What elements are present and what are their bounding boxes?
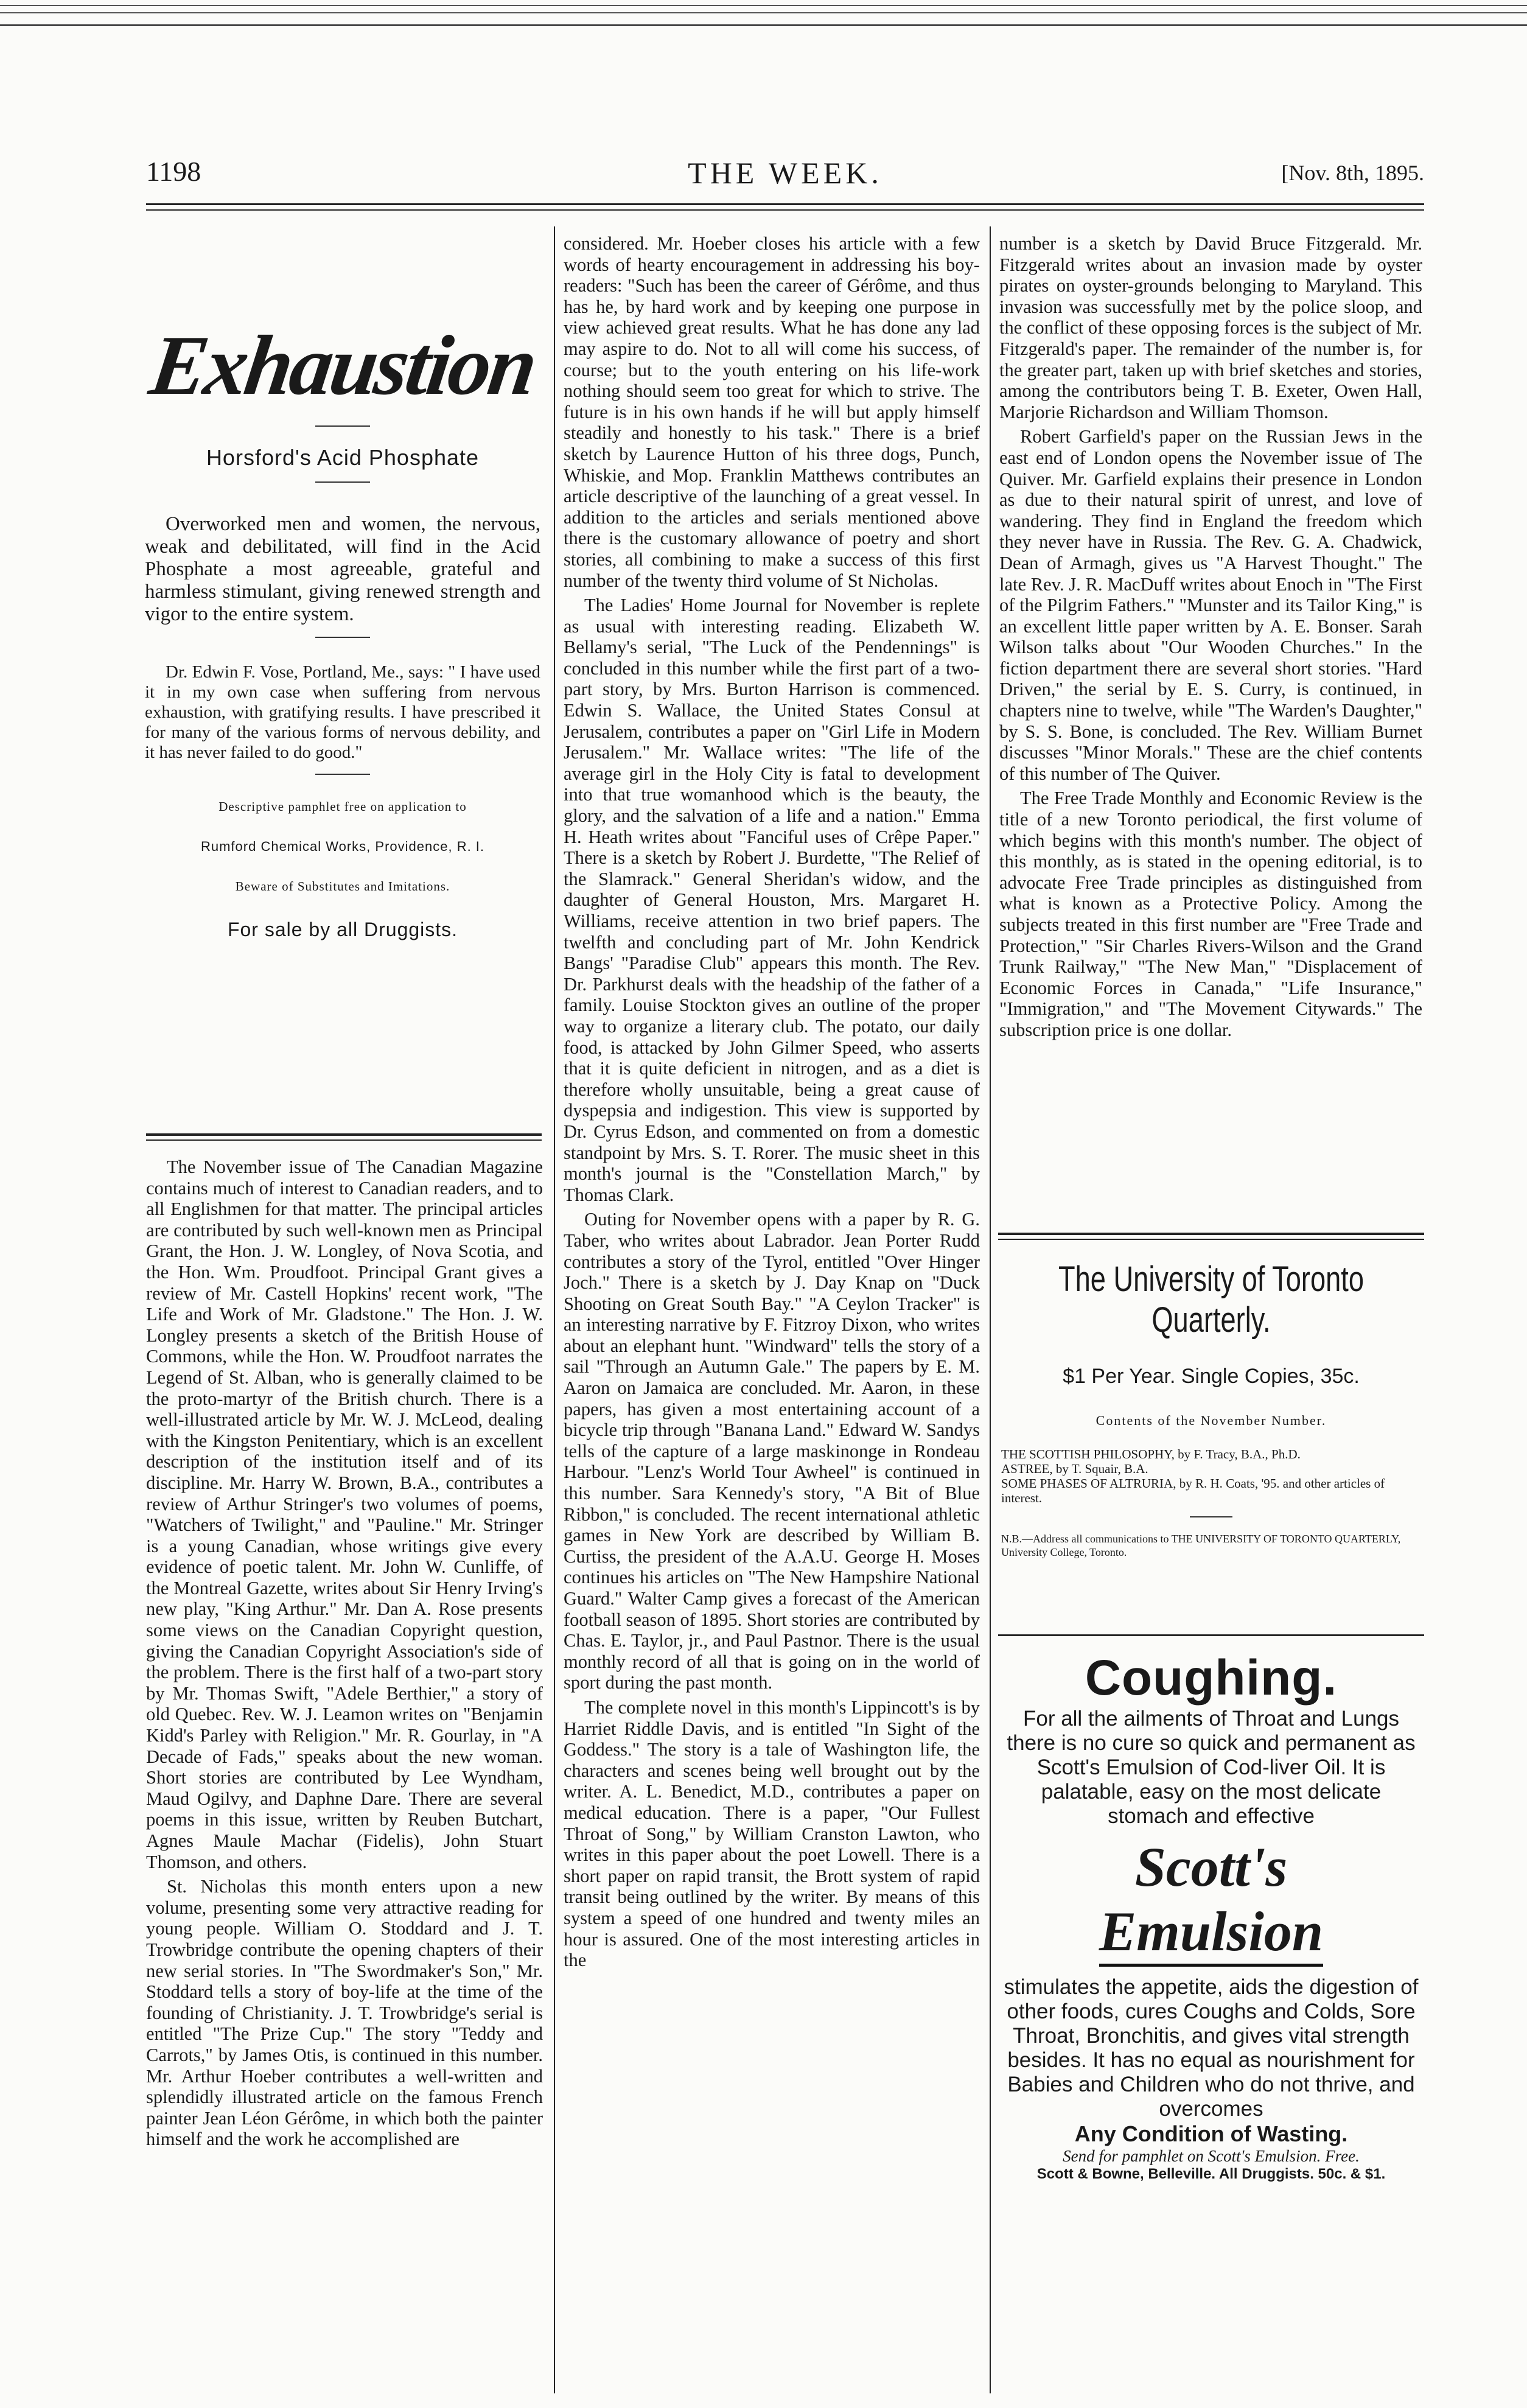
header-rule-2 bbox=[146, 209, 1424, 211]
ad-bottom-rule bbox=[146, 1133, 542, 1136]
ad-body: For all the ailments of Throat and Lungs there is no cure so quick and permanent as Scott's Emulsion of Cod-liver Oil. It is palatable, easy on the most delicate stomach and effective bbox=[1007, 1707, 1416, 1828]
newspaper-title: THE WEEK. bbox=[688, 156, 882, 190]
testimonial: Dr. Edwin F. Vose, Portland, Me., says: " I have used it in my own case when suffering from nervous exhaustion, with gratifying results. I have prescribed it for many of the various forms of nervous debility, and it has never failed to do good." bbox=[145, 662, 540, 762]
column-2-text bbox=[564, 233, 980, 1975]
brand-name: Scott's bbox=[1134, 1836, 1288, 1898]
maker-line: Rumford Chemical Works, Providence, R. I. bbox=[200, 839, 485, 854]
sale-line: For sale by all Druggists. bbox=[227, 919, 458, 940]
product-name: Horsford's Acid Phosphate bbox=[206, 445, 480, 470]
paragraph: The November issue of The Canadian Magazine contains much of interest to Canadian readers, and to all Englishmen for that matter. The principal articles are contributed by such well-known men as Principal Grant, the Hon. J. W. Longley, of Nova Scotia, and the Hon. Wm. Proudfoot. Principal Grant gives a review of Mr. Castell Hopkins' recent work, "The Life and Work of Mr. Gladstone." The Hon. J. W. Longley presents a sketch of the British House of Commons, while the Hon. W. Proudfoot narrates the Legend of St. Alban, who is generally claimed to be the proto-martyr of the British church. There is a well-illustrated article by Mr. W. J. McLeod, dealing with the Kingston Penitentiary, which is an excellent description of the institution itself and of its discipline. Mr. Harry W. Brown, B.A., contributes a review of Arthur Stringer's two volumes of poems, "Watchers of Twilight," and "Pauline." Mr. Stringer is a young Canadian, whose writings give every evidence of poetic talent. Mr. John W. Cunliffe, of the Montreal Gazette, writes about Sir Henry Irving's new play, "King Arthur." Mr. Dan A. Rose presents some views on the Canadian Copyright question, giving the Canadian Copyright Association's side of the problem. There is the first half of a two-part story by Mr. Thomas Swift, "Adele Berthier," a story of old Quebec. Rev. W. J. Leamon writes on "Benjamin Kidd's Parley with Religion." Mr. R. Gourlay, in "A Decade of Fads," speaks about the new woman. Short stories are contributed by Lee Wyndham, Maud Ogilvy, and Daphne Dare. There are several poems in this issue, written by Reuben Butchart, Agnes Maule Machar (Fidelis), John Stuart Thomson, and others. bbox=[146, 1157, 543, 1872]
paragraph: The Ladies' Home Journal for November is replete as usual with interesting reading. Elizabeth W. Bellamy's serial, "The Luck of the Pendennings" is concluded in this number while the first part of a two-part story, by Mrs. Burton Harrison is commenced. Edwin S. Wallace, the United States Consul at Jerusalem, contributes a paper on "Girl Life in Modern Jerusalem." Mr. Wallace writes: "The life of the average girl in the Holy City is fatal to development into that true womanhood which is the beauty, the glory, and the salvation of a life and a nation." Emma H. Heath writes about "Fanciful uses of Crêpe Paper." There is a sketch by Robert J. Burdette, "The Relief of the Slamrack." General Sheridan's widow, and the daughter of General Houston, Mrs. Margaret H. Williams, receive attention in two brief papers. The twelfth and concluding part of Mr. John Kendrick Bangs' "Paradise Club" appears this month. The Rev. Dr. Parkhurst deals with the headship of the father of a family. Louise Stockton gives an outline of the proper way to organize a literary club. The potato, our daily food, is attacked by John Gilmer Speed, who asserts that it is quite deficient in nitrogen, and as a diet is therefore wholly unsuitable, being a great cause of dyspepsia and indigestion. This view is supported by Dr. Cyrus Edson, and commented on from a domestic standpoint by Mrs. S. T. Rorer. The music sheet in this month's journal is the "Constellation March," by Thomas Clark. bbox=[564, 595, 980, 1205]
horsford-advertisement bbox=[145, 243, 540, 1059]
beware-line: Beware of Substitutes and Imitations. bbox=[235, 879, 450, 894]
paragraph: Robert Garfield's paper on the Russian Jews in the east end of London opens the November issue of The Quiver. Mr. Garfield explains their presence in London as due to their natural spirit of unrest, and love of wandering. They find in England the freedom which they never have in Russia. The Rev. G. A. Chadwick, Dean of Armagh, gives us "A Harvest Thought." The late Rev. J. R. MacDuff writes about Enoch in "The First of the Pilgrim Fathers." "Munster and its Tailor King," is an excellent little paper written by A. E. Bonser. Sarah Wilson talks about "Our Wooden Churches." In the fiction department there are several short stories. "Hard Driven," the serial by E. S. Curry, is continued, in chapters nine to twelve, while "The Warden's Daughter," by S. S. Bone, is concluded. The Rev. William Burnet discusses "Minor Morals." These are the chief contents of this number of The Quiver. bbox=[999, 426, 1422, 784]
column-1-text bbox=[146, 1157, 543, 2154]
brand-name-2: Emulsion bbox=[1099, 1899, 1323, 1967]
paragraph: The complete novel in this month's Lippincott's is by Harriet Riddle Davis, and is entitled "In Sight of the Goddess." The story is a tale of Washington life, the characters and scenes being well brought out by the writer. A. L. Benedict, M.D., contributes a paper on medical education. There is a paper, "Our Fullest Throat of Song," by William Cranston Lawton, who writes in this paper about the poet Lowell. There is a short paper on rapid transit, the Brott system of rapid transit being outlined by the writer. By means of this system a speed of one hundred and twenty miles an hour is assured. One of the most interesting articles in the bbox=[564, 1696, 980, 1971]
paragraph: Outing for November opens with a paper by R. G. Taber, who writes about Labrador. Jean Porter Rudd contributes a story of the Tyrol, entitled "Over Hinger Joch." There is a sketch by J. Day Knap on "Duck Shooting on Great South Bay." "A Ceylon Tracker" is an interesting narrative by F. Fitzroy Dixon, who writes about an elephant hunt. "Windward" tells the story of a sail "Through an Autumn Gale." The papers by E. M. Aaron on Jamaica are concluded. Mr. Aaron, in these papers, has given a most entertaining account of a bicycle trip through "Banana Land." Edward W. Sandys tells of the capture of a large maskinonge in Rondeau Harbour. "Lenz's World Tour Awheel" is continued in this number. Sara Kennedy's story, "A Bit of Blue Ribbon," is concluded. The recent international athletic games in New York are described by William B. Curtiss, the president of the A.A.U. George H. Moses continues his articles on "The New Hampshire National Guard." Walter Camp gives a forecast of the American football season of 1895. Short stories are contributed by Chas. E. Taylor, jr., and Paul Pastnor. There is the usual monthly record of all that is going on in the world of sport during the past month. bbox=[564, 1209, 980, 1693]
paragraph: St. Nicholas this month enters upon a new volume, presenting some very attractive reading for young people. William O. Stoddard and J. T. Trowbridge contribute the opening chapters of their new serial stories. In "The Swordmaker's Son," Mr. Stoddard tells a story of boy-life at the time of the founding of Christianity. J. T. Trowbridge's serial is entitled "The Prize Cup." The story "Teddy and Carrots," by James Otis, is continued in this number. Mr. Arthur Hoeber contributes a well-written and splendidly illustrated article on the famous French painter Jean Léon Gérôme, in which both the painter himself and the work he accomplished are bbox=[146, 1876, 543, 2150]
pamphlet-line: Send for pamphlet on Scott's Emulsion. Free. bbox=[1063, 2147, 1360, 2165]
price-line: $1 Per Year. Single Copies, 35c. bbox=[1063, 1365, 1360, 1388]
scotts-emulsion-advertisement bbox=[998, 1650, 1424, 2183]
page-header bbox=[146, 155, 1424, 198]
ad-rule bbox=[998, 1634, 1424, 1636]
contents-item: THE SCOTTISH PHILOSOPHY, by F. Tracy, B.A., Ph.D. bbox=[1001, 1447, 1301, 1461]
column-divider-2 bbox=[990, 226, 991, 2393]
column-divider-1 bbox=[554, 226, 555, 2393]
ad-body: Overworked men and women, the nervous, weak and debilitated, will find in the Acid Phosphate a most agreeable, grateful and harmless stimulant, giving renewed strength and vigor to the entire system. bbox=[145, 513, 540, 625]
paragraph: number is a sketch by David Bruce Fitzgerald. Mr. Fitzgerald writes about an invasion made by oyster pirates on oyster-grounds belonging to Maryland. This invasion was successfully met by the police sloop, and the conflict of these opposing forces is the subject of Mr. Fitzgerald's paper. The remainder of the number is, for the greater part, taken up with brief sketches and stories, among the contributors being T. B. Exeter, Owen Hall, Marjorie Richardson and William Thomson. bbox=[999, 233, 1422, 422]
ad-body-2: stimulates the appetite, aids the digestion of other foods, cures Coughs and Colds, Sore Throat, Bronchitis, and gives vital strength besides. It has no equal as nourishment for Babies and Children who do not thrive, and overcomes bbox=[1004, 1975, 1419, 2121]
section-rule bbox=[998, 1233, 1424, 1235]
ad-headline: Exhaustion bbox=[144, 318, 541, 413]
paragraph: The Free Trade Monthly and Economic Review is the title of a new Toronto periodical, the first volume of which begins with this month's number. The object of this monthly, as is stated in the opening editorial, is to advocate Free Trade principles as distinguished from what is known as a Protective Policy. Among the subjects treated in this first number are "Free Trade and Protection," "Sir Charles Rivers-Wilson and the Grand Trunk Railway," "The New Man," "Displacement of Economic Forces in Canada," "Life Insurance," "Immigration," and "The Movement Citywards." The subscription price is one dollar. bbox=[999, 788, 1422, 1040]
divider bbox=[315, 481, 370, 483]
ad-title-line-1: The University of Toronto bbox=[1058, 1259, 1365, 1299]
header-rule bbox=[146, 203, 1424, 205]
divider bbox=[315, 637, 370, 638]
section-rule-2 bbox=[998, 1239, 1424, 1240]
company-line: Scott & Bowne, Belleville. All Druggists. 50c. & $1. bbox=[1036, 2166, 1386, 2182]
ad-headline: Coughing. bbox=[1085, 1650, 1338, 1706]
divider bbox=[1190, 1516, 1232, 1517]
column-3-text bbox=[999, 233, 1422, 1045]
paragraph: considered. Mr. Hoeber closes his article with a few words of hearty encouragement in addressing his boy-readers: "Such has been the career of Gérôme, and thus has he, by hard work and by keeping one purpose in view achieved great results. What he has done any lad may aspire to do. Not to all will come his success, of course; but to the youth entering on his life-work nothing should seem too great for which to strive. The future is in his own hands if he will but apply himself steadily and honestly to his task." There is a brief sketch by Laurence Hutton of his three dogs, Punch, Whiskie, and Mop. Franklin Matthews contributes an article descriptive of the launching of a great vessel. In addition to the articles and serials mentioned above there is the customary allowance of poetry and short stories, all combining to make a success of this first number of the twenty third volume of St Nicholas. bbox=[564, 233, 980, 591]
page-number: 1198 bbox=[146, 156, 201, 187]
top-page-edge bbox=[0, 0, 1527, 26]
contents-heading: Contents of the November Number. bbox=[1095, 1413, 1327, 1428]
contents-item: ASTREE, by T. Squair, B.A. bbox=[1001, 1461, 1148, 1476]
divider bbox=[315, 425, 370, 427]
issue-date: [Nov. 8th, 1895. bbox=[1281, 161, 1424, 185]
address-note: N.B.—Address all communications to THE UNIVERSITY OF TORONTO QUARTERLY, University College, Toronto. bbox=[1001, 1533, 1401, 1558]
pamphlet-line: Descriptive pamphlet free on application to bbox=[218, 799, 467, 814]
divider bbox=[315, 774, 370, 775]
ad-bottom-rule-2 bbox=[146, 1139, 542, 1141]
ad-title-line-2: Quarterly. bbox=[1151, 1300, 1271, 1340]
emphasis-line: Any Condition of Wasting. bbox=[1074, 2121, 1348, 2146]
contents-item: SOME PHASES OF ALTRURIA, by R. H. Coats, '95. and other articles of interest. bbox=[1001, 1476, 1385, 1505]
university-quarterly-advertisement bbox=[1001, 1259, 1421, 1559]
